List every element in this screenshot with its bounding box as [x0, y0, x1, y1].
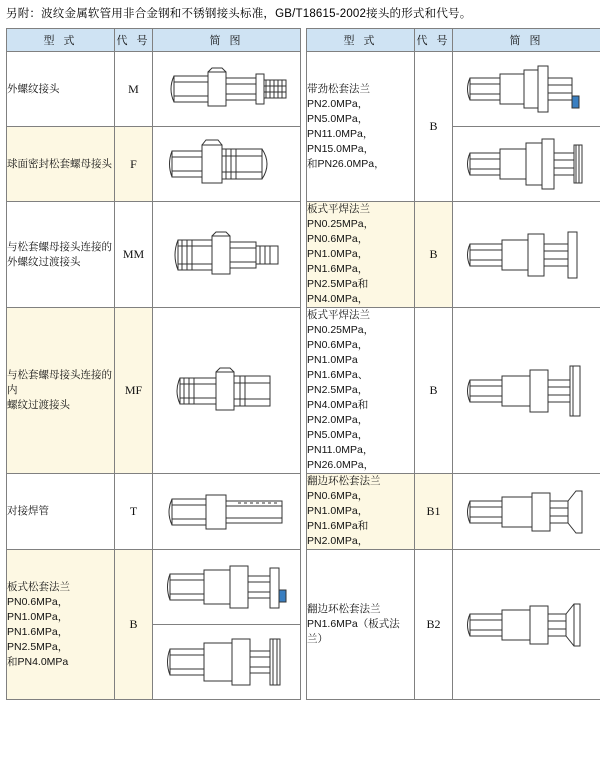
right-type-1: 板式平焊法兰 PN0.25MPa，PN0.6MPa， PN1.0MPa，PN1.6MPa， PN2.5MPa和PN4.0MPa， [307, 202, 415, 308]
right-figure-2 [453, 308, 600, 474]
left-code-1: F [115, 127, 153, 202]
left-type-2: 与松套螺母接头连接的 外螺纹过渡接头 [7, 202, 115, 308]
left-figure-0 [153, 52, 301, 127]
header-type-right: 型 式 [307, 29, 415, 52]
right-type-2: 板式平焊法兰 PN0.25MPa，PN0.6MPa， PN1.0MPa PN1.6MPa、 PN2.5MPa，PN4.0MPa和 PN2.0MPa，PN5.0MPa， PN11.0MPa，PN26.0MPa， [307, 308, 415, 474]
left-type-5: 板式松套法兰 PN0.6MPa，PN1.0MPa， PN1.6MPa，PN2.5MPa， 和PN4.0MPa [7, 550, 115, 700]
left-code-5: B [115, 550, 153, 700]
right-code-0: B [415, 52, 453, 202]
left-type-4: 对接焊管 [7, 474, 115, 550]
left-figure-5 [153, 550, 301, 625]
left-figure-4 [153, 474, 301, 550]
right-figure-3 [453, 474, 600, 550]
left-code-3: MF [115, 308, 153, 474]
left-type-1: 球面密封松套螺母接头 [7, 127, 115, 202]
header-code-left: 代 号 [115, 29, 153, 52]
right-figure-0b [453, 127, 600, 202]
right-type-4: 翻边环松套法兰 PN1.6MPa（板式法兰） [307, 550, 415, 700]
right-code-3: B1 [415, 474, 453, 550]
table-row [7, 52, 600, 127]
fitting-types-table [6, 28, 600, 700]
right-figure-4 [453, 550, 600, 700]
left-code-4: T [115, 474, 153, 550]
right-code-4: B2 [415, 550, 453, 700]
right-figure-1 [453, 202, 600, 308]
left-code-2: MM [115, 202, 153, 308]
page-title: 另附：波纹金属软管用非合金钢和不锈钢接头标准，GB/T18615-2002接头的形式和代号。 [6, 8, 472, 20]
left-type-0: 外螺纹接头 [7, 52, 115, 127]
table-header [7, 29, 600, 52]
header-figure-right: 简 图 [453, 29, 600, 52]
right-type-0: 带劲松套法兰 PN2.0MPa，PN5.0MPa， PN11.0MPa，PN15.0MPa， 和PN26.0MPa， [307, 52, 415, 202]
left-figure-5b [153, 625, 301, 700]
right-code-1: B [415, 202, 453, 308]
header-figure-left: 简 图 [153, 29, 301, 52]
left-type-3: 与松套螺母接头连接的内 螺纹过渡接头 [7, 308, 115, 474]
left-code-0: M [115, 52, 153, 127]
right-figure-0 [453, 52, 600, 127]
left-figure-3 [153, 308, 301, 474]
header-code-right: 代 号 [415, 29, 453, 52]
header-type-left: 型 式 [7, 29, 115, 52]
left-figure-2 [153, 202, 301, 308]
right-code-2: B [415, 308, 453, 474]
right-type-3: 翻边环松套法兰 PN0.6MPa，PN1.0MPa， PN1.6MPa和PN2.0MPa， [307, 474, 415, 550]
left-figure-1 [153, 127, 301, 202]
